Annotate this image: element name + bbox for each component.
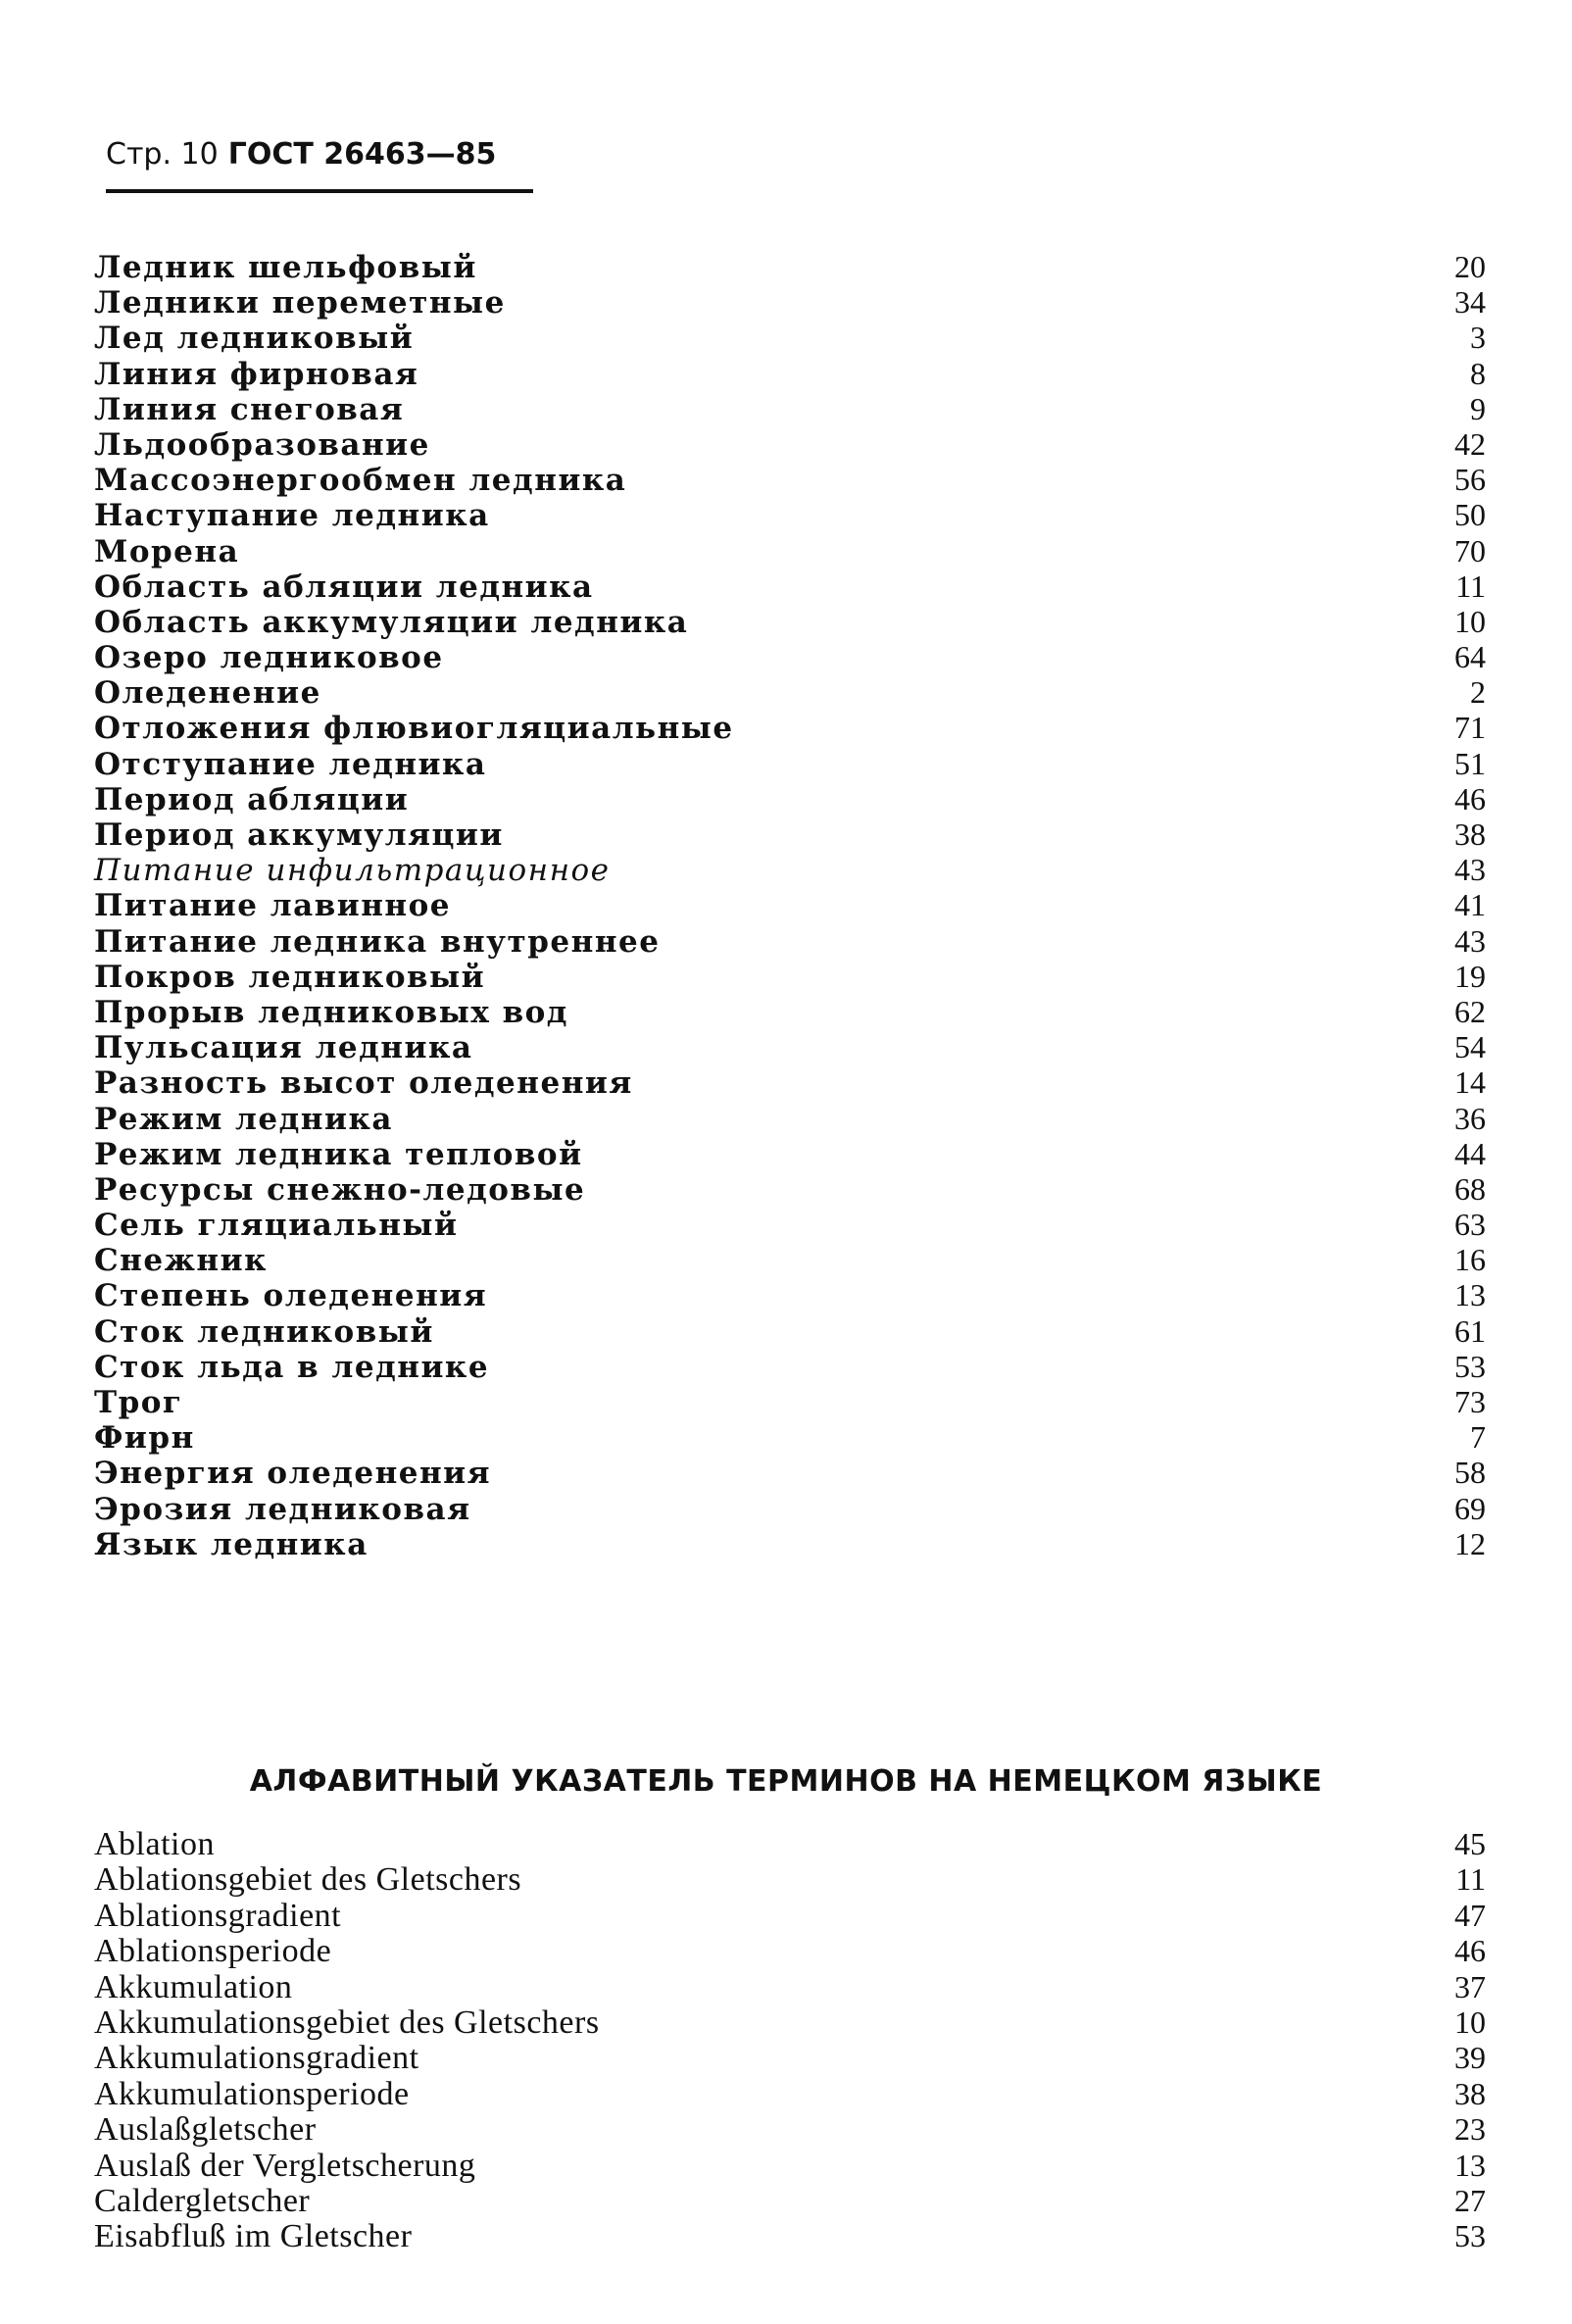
index-entry xyxy=(94,781,1486,816)
russian-term-index xyxy=(94,249,1486,1561)
index-number: 13 xyxy=(1454,1277,1486,1313)
index-number: 47 xyxy=(1454,1897,1486,1933)
index-number: 11 xyxy=(1455,568,1486,604)
index-entry xyxy=(94,1349,1486,1384)
index-entry xyxy=(94,2218,1486,2253)
index-term: Лед ледниковый xyxy=(94,321,415,357)
index-number: 53 xyxy=(1454,2218,1486,2254)
index-entry xyxy=(94,746,1486,781)
index-term: Прорыв ледниковых вод xyxy=(94,994,568,1030)
index-number: 45 xyxy=(1454,1826,1486,1861)
header-rule xyxy=(106,189,533,193)
index-number: 42 xyxy=(1454,425,1486,462)
index-entry xyxy=(94,2076,1486,2111)
index-number: 44 xyxy=(1454,1135,1486,1171)
index-entry xyxy=(94,959,1486,994)
index-entry xyxy=(94,1171,1486,1207)
german-index-title: АЛФАВИТНЫЙ УКАЗАТЕЛЬ ТЕРМИНОВ НА НЕМЕЦКОМ ЯЗЫКЕ xyxy=(249,1764,1323,1799)
index-term: Auslaßgletscher xyxy=(94,2111,317,2149)
index-number: 20 xyxy=(1454,249,1486,284)
index-term: Пульсация ледника xyxy=(94,1030,473,1066)
index-number: 51 xyxy=(1454,745,1486,781)
index-number: 13 xyxy=(1454,2147,1486,2183)
index-term: Линия снеговая xyxy=(94,391,405,427)
index-entry xyxy=(94,2183,1486,2218)
index-entry xyxy=(94,1029,1486,1064)
index-term: Eisabfluß im Gletscher xyxy=(94,2218,413,2255)
index-entry xyxy=(94,1898,1486,1933)
index-term: Оледенение xyxy=(94,675,321,712)
index-number: 54 xyxy=(1454,1029,1486,1065)
index-term: Ablationsgebiet des Gletschers xyxy=(94,1861,522,1899)
index-term: Покров ледниковый xyxy=(94,959,486,995)
index-entry xyxy=(94,639,1486,674)
index-number: 19 xyxy=(1454,958,1486,994)
index-number: 43 xyxy=(1454,922,1486,959)
index-term: Ледник шельфовый xyxy=(94,250,477,285)
index-term: Питание инфильтрационное xyxy=(94,853,611,889)
index-number: 7 xyxy=(1470,1419,1486,1456)
index-term: Область аккумуляции ледника xyxy=(94,604,689,640)
index-number: 3 xyxy=(1470,320,1486,356)
index-number: 34 xyxy=(1454,284,1486,321)
index-term: Разность высот оледенения xyxy=(94,1065,633,1102)
index-term: Период аккумуляции xyxy=(94,817,504,853)
index-entry xyxy=(94,2040,1486,2075)
index-term: Akkumulation xyxy=(94,1968,293,2005)
index-term: Akkumulationsgradient xyxy=(94,2040,419,2077)
index-number: 36 xyxy=(1454,1100,1486,1136)
index-entry xyxy=(94,2148,1486,2183)
index-entry xyxy=(94,1861,1486,1897)
index-term: Auslaß der Vergletscherung xyxy=(94,2147,476,2184)
index-number: 10 xyxy=(1454,603,1486,639)
index-number: 63 xyxy=(1454,1207,1486,1243)
index-entry xyxy=(94,1313,1486,1349)
index-term: Отступание ледника xyxy=(94,746,487,782)
index-entry xyxy=(94,356,1486,391)
index-entry xyxy=(94,1419,1486,1455)
index-entry xyxy=(94,1826,1486,1861)
index-term: Отложения флювиогляциальные xyxy=(94,711,734,747)
index-entry xyxy=(94,1064,1486,1100)
index-entry xyxy=(94,604,1486,639)
index-entry xyxy=(94,2111,1486,2147)
german-term-index xyxy=(94,1826,1486,2254)
index-number: 9 xyxy=(1470,390,1486,426)
page-number: Стр. 10 xyxy=(106,137,219,172)
index-number: 39 xyxy=(1454,2040,1486,2076)
index-entry xyxy=(94,1526,1486,1561)
index-number: 12 xyxy=(1454,1525,1486,1561)
index-term: Степень оледенения xyxy=(94,1278,488,1314)
index-term: Линия фирновая xyxy=(94,356,419,392)
index-term: Сток ледниковый xyxy=(94,1313,434,1350)
index-number: 43 xyxy=(1454,852,1486,888)
index-entry xyxy=(94,887,1486,922)
index-term: Язык ледника xyxy=(94,1526,368,1562)
index-entry xyxy=(94,994,1486,1029)
index-entry xyxy=(94,710,1486,745)
page-header xyxy=(106,137,533,196)
index-entry xyxy=(94,569,1486,604)
index-term: Ablationsperiode xyxy=(94,1933,332,1970)
index-entry xyxy=(94,674,1486,710)
index-entry xyxy=(94,2004,1486,2040)
index-number: 46 xyxy=(1454,780,1486,816)
index-entry xyxy=(94,1242,1486,1277)
index-term: Трог xyxy=(94,1385,183,1420)
index-entry xyxy=(94,1384,1486,1419)
index-term: Область абляции ледника xyxy=(94,569,594,605)
index-term: Akkumulationsperiode xyxy=(94,2075,410,2112)
index-term: Фирн xyxy=(94,1420,195,1457)
standard-designation: ГОСТ 26463—85 xyxy=(227,137,497,172)
index-term: Ablationsgradient xyxy=(94,1897,342,1934)
index-term: Период абляции xyxy=(94,781,410,817)
index-entry xyxy=(94,1136,1486,1171)
index-number: 27 xyxy=(1454,2182,1486,2218)
index-number: 50 xyxy=(1454,497,1486,533)
index-entry xyxy=(94,923,1486,959)
index-term: Льдообразование xyxy=(94,426,430,463)
index-term: Озеро ледниковое xyxy=(94,640,444,676)
index-term: Питание лавинное xyxy=(94,888,452,924)
index-term: Питание ледника внутреннее xyxy=(94,923,661,960)
index-entry xyxy=(94,284,1486,320)
index-entry xyxy=(94,497,1486,532)
index-term: Ablation xyxy=(94,1826,215,1862)
index-number: 73 xyxy=(1454,1384,1486,1419)
index-number: 8 xyxy=(1470,355,1486,391)
index-entry xyxy=(94,391,1486,426)
index-entry xyxy=(94,1455,1486,1490)
index-term: Сток льда в леднике xyxy=(94,1349,490,1385)
index-entry xyxy=(94,1933,1486,1968)
index-number: 53 xyxy=(1454,1348,1486,1384)
index-number: 37 xyxy=(1454,1968,1486,2004)
index-term: Режим ледника xyxy=(94,1101,393,1137)
index-entry xyxy=(94,533,1486,569)
index-number: 14 xyxy=(1454,1064,1486,1101)
index-term: Эрозия ледниковая xyxy=(94,1491,471,1527)
index-number: 61 xyxy=(1454,1312,1486,1349)
index-term: Сель гляциальный xyxy=(94,1208,459,1244)
index-entry xyxy=(94,1277,1486,1312)
index-number: 69 xyxy=(1454,1490,1486,1526)
index-number: 16 xyxy=(1454,1242,1486,1278)
index-number: 62 xyxy=(1454,993,1486,1029)
index-entry xyxy=(94,1207,1486,1242)
index-entry xyxy=(94,1491,1486,1526)
index-term: Ледники переметные xyxy=(94,285,506,321)
index-number: 11 xyxy=(1455,1861,1486,1898)
index-number: 46 xyxy=(1454,1933,1486,1969)
index-entry xyxy=(94,852,1486,887)
index-number: 38 xyxy=(1454,2075,1486,2111)
index-term: Caldergletscher xyxy=(94,2182,311,2219)
index-term: Снежник xyxy=(94,1243,268,1279)
index-entry xyxy=(94,426,1486,462)
index-entry xyxy=(94,1969,1486,2004)
index-term: Морена xyxy=(94,533,240,569)
index-number: 10 xyxy=(1454,2003,1486,2040)
index-entry xyxy=(94,816,1486,852)
index-term: Режим ледника тепловой xyxy=(94,1136,583,1172)
index-entry xyxy=(94,1101,1486,1136)
index-number: 41 xyxy=(1454,887,1486,923)
index-number: 70 xyxy=(1454,532,1486,569)
index-term: Наступание ледника xyxy=(94,498,490,534)
index-number: 64 xyxy=(1454,639,1486,675)
index-number: 58 xyxy=(1454,1455,1486,1491)
index-entry xyxy=(94,462,1486,497)
index-number: 68 xyxy=(1454,1170,1486,1207)
index-term: Массоэнергообмен ледника xyxy=(94,463,627,499)
index-number: 23 xyxy=(1454,2111,1486,2148)
index-term: Akkumulationsgebiet des Gletschers xyxy=(94,2003,600,2041)
index-number: 38 xyxy=(1454,816,1486,852)
index-entry xyxy=(94,320,1486,355)
index-number: 71 xyxy=(1454,710,1486,746)
index-number: 2 xyxy=(1470,674,1486,711)
index-term: Ресурсы снежно-ледовые xyxy=(94,1171,586,1208)
index-entry xyxy=(94,249,1486,284)
index-term: Энергия оледенения xyxy=(94,1456,492,1492)
index-number: 56 xyxy=(1454,462,1486,498)
